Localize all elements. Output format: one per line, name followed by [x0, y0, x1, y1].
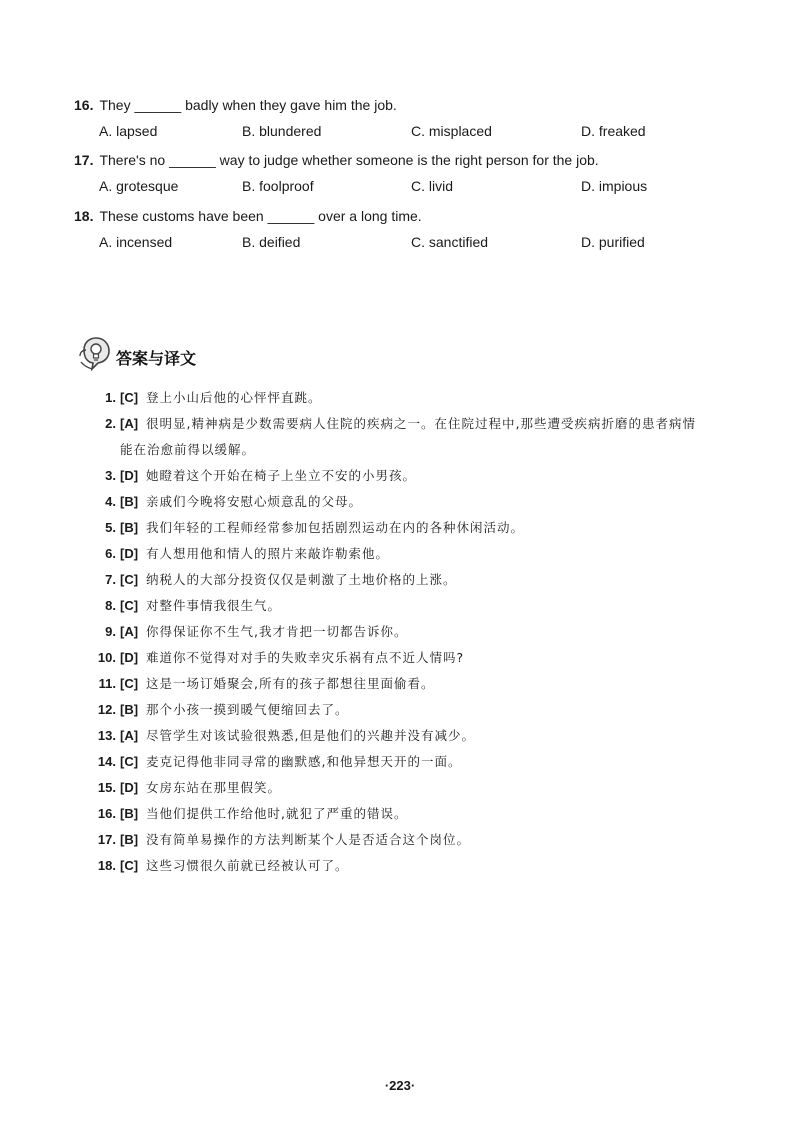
question-number: 17.	[74, 152, 94, 168]
answer-number: 1.	[105, 390, 116, 405]
answer-translation: 对整件事情我很生气。	[146, 598, 282, 613]
question-16	[74, 96, 734, 141]
answer-item	[86, 749, 746, 775]
question-stem	[74, 207, 734, 225]
answer-number: 7.	[105, 572, 116, 587]
answer-number: 16.	[97, 806, 116, 821]
answer-number: 11.	[98, 676, 116, 691]
question-options	[74, 178, 734, 196]
answer-item	[86, 463, 746, 489]
section-title: 答案与译文	[116, 349, 197, 368]
lightbulb-bubble-icon	[78, 336, 112, 374]
answer-number: 17.	[97, 832, 116, 847]
question-number: 18.	[74, 208, 94, 224]
answer-key: [C]	[120, 676, 139, 691]
question-17	[74, 151, 734, 196]
answer-item	[86, 853, 746, 879]
option-b: B. deified	[242, 234, 301, 250]
answer-translation: 没有简单易操作的方法判断某个人是否适合这个岗位。	[146, 832, 471, 847]
answer-key: [B]	[120, 702, 139, 717]
answer-number: 4.	[105, 494, 116, 509]
question-stem	[74, 151, 734, 169]
answer-number: 15.	[97, 780, 116, 795]
option-c: C. livid	[411, 178, 454, 194]
answer-translation: 难道你不觉得对对手的失败幸灾乐祸有点不近人情吗?	[146, 650, 465, 665]
answer-key: [D]	[120, 780, 139, 795]
option-d: D. freaked	[581, 123, 646, 139]
question-18	[74, 207, 734, 252]
question-text: There's no ______ way to judge whether someone is the right person for the job.	[99, 152, 599, 168]
answer-key: [A]	[120, 416, 139, 431]
answer-translation: 那个小孩一摸到暖气便缩回去了。	[146, 702, 349, 717]
question-text: These customs have been ______ over a long time.	[99, 208, 422, 224]
answer-key: [D]	[120, 650, 139, 665]
answer-translation: 我们年轻的工程师经常参加包括剧烈运动在内的各种休闲活动。	[146, 520, 525, 535]
option-a: A. grotesque	[99, 178, 179, 194]
answer-item	[86, 619, 746, 645]
question-options	[74, 234, 734, 252]
option-d: D. impious	[581, 178, 648, 194]
answer-key: [B]	[120, 832, 139, 847]
answer-number: 14.	[97, 754, 116, 769]
page-number: ·223·	[384, 1078, 416, 1093]
answer-translation: 她瞪着这个开始在椅子上坐立不安的小男孩。	[146, 468, 417, 483]
answer-item	[86, 541, 746, 567]
answer-number: 12.	[97, 702, 116, 717]
answer-item	[86, 411, 746, 463]
answer-translation-continued: 能在治愈前得以缓解。	[120, 442, 256, 457]
answer-translation: 亲戚们今晚将安慰心烦意乱的父母。	[146, 494, 363, 509]
answer-translation: 这是一场订婚聚会,所有的孩子都想往里面偷看。	[146, 676, 435, 691]
answer-key: [A]	[120, 728, 139, 743]
answer-key: [D]	[120, 468, 139, 483]
option-b: B. blundered	[242, 123, 322, 139]
answer-translation: 登上小山后他的心怦怦直跳。	[146, 390, 322, 405]
answer-number: 13.	[97, 728, 116, 743]
answer-number: 2.	[105, 416, 116, 431]
answer-key: [C]	[120, 598, 139, 613]
answer-key: [C]	[120, 858, 139, 873]
answer-translation: 很明显,精神病是少数需要病人住院的疾病之一。在住院过程中,那些遭受疾病折磨的患者病情	[146, 416, 696, 431]
question-stem	[74, 96, 734, 114]
answer-key: [C]	[120, 572, 139, 587]
option-a: A. incensed	[99, 234, 173, 250]
answer-key: [D]	[120, 546, 139, 561]
answer-number: 5.	[105, 520, 116, 535]
question-options	[74, 123, 734, 141]
answer-number: 6.	[105, 546, 116, 561]
answer-translation: 女房东站在那里假笑。	[146, 780, 282, 795]
answer-number: 8.	[105, 598, 116, 613]
answer-item	[86, 723, 746, 749]
option-d: D. purified	[581, 234, 645, 250]
answer-item	[86, 645, 746, 671]
answer-number: 18.	[97, 858, 116, 873]
answers-list	[86, 385, 746, 879]
answer-key: [C]	[120, 754, 139, 769]
answer-key: [C]	[120, 390, 139, 405]
option-c: C. sanctified	[411, 234, 489, 250]
answer-item	[86, 567, 746, 593]
answer-translation: 当他们提供工作给他时,就犯了严重的错误。	[146, 806, 408, 821]
answer-item	[86, 801, 746, 827]
answer-key: [A]	[120, 624, 139, 639]
answer-translation: 有人想用他和情人的照片来敲诈勒索他。	[146, 546, 390, 561]
option-c: C. misplaced	[411, 123, 492, 139]
option-a: A. lapsed	[99, 123, 158, 139]
answer-item	[86, 827, 746, 853]
answer-item	[86, 489, 746, 515]
question-number: 16.	[74, 97, 94, 113]
answer-item	[86, 385, 746, 411]
answer-item	[86, 671, 746, 697]
answer-translation: 纳税人的大部分投资仅仅是刺激了土地价格的上涨。	[146, 572, 457, 587]
answer-key: [B]	[120, 520, 139, 535]
option-b: B. foolproof	[242, 178, 314, 194]
answer-item	[86, 515, 746, 541]
answer-item	[86, 697, 746, 723]
answer-translation: 你得保证你不生气,我才肯把一切都告诉你。	[146, 624, 408, 639]
answer-translation: 这些习惯很久前就已经被认可了。	[146, 858, 349, 873]
answer-number: 9.	[105, 624, 116, 639]
question-text: They ______ badly when they gave him the job.	[99, 97, 397, 113]
answer-translation: 麦克记得他非同寻常的幽默感,和他异想天开的一面。	[146, 754, 462, 769]
answer-key: [B]	[120, 494, 139, 509]
answer-item	[86, 775, 746, 801]
answer-item	[86, 593, 746, 619]
answer-translation: 尽管学生对该试验很熟悉,但是他们的兴趣并没有减少。	[146, 728, 475, 743]
answer-number: 3.	[105, 468, 116, 483]
answer-number: 10.	[97, 650, 116, 665]
answer-key: [B]	[120, 806, 139, 821]
